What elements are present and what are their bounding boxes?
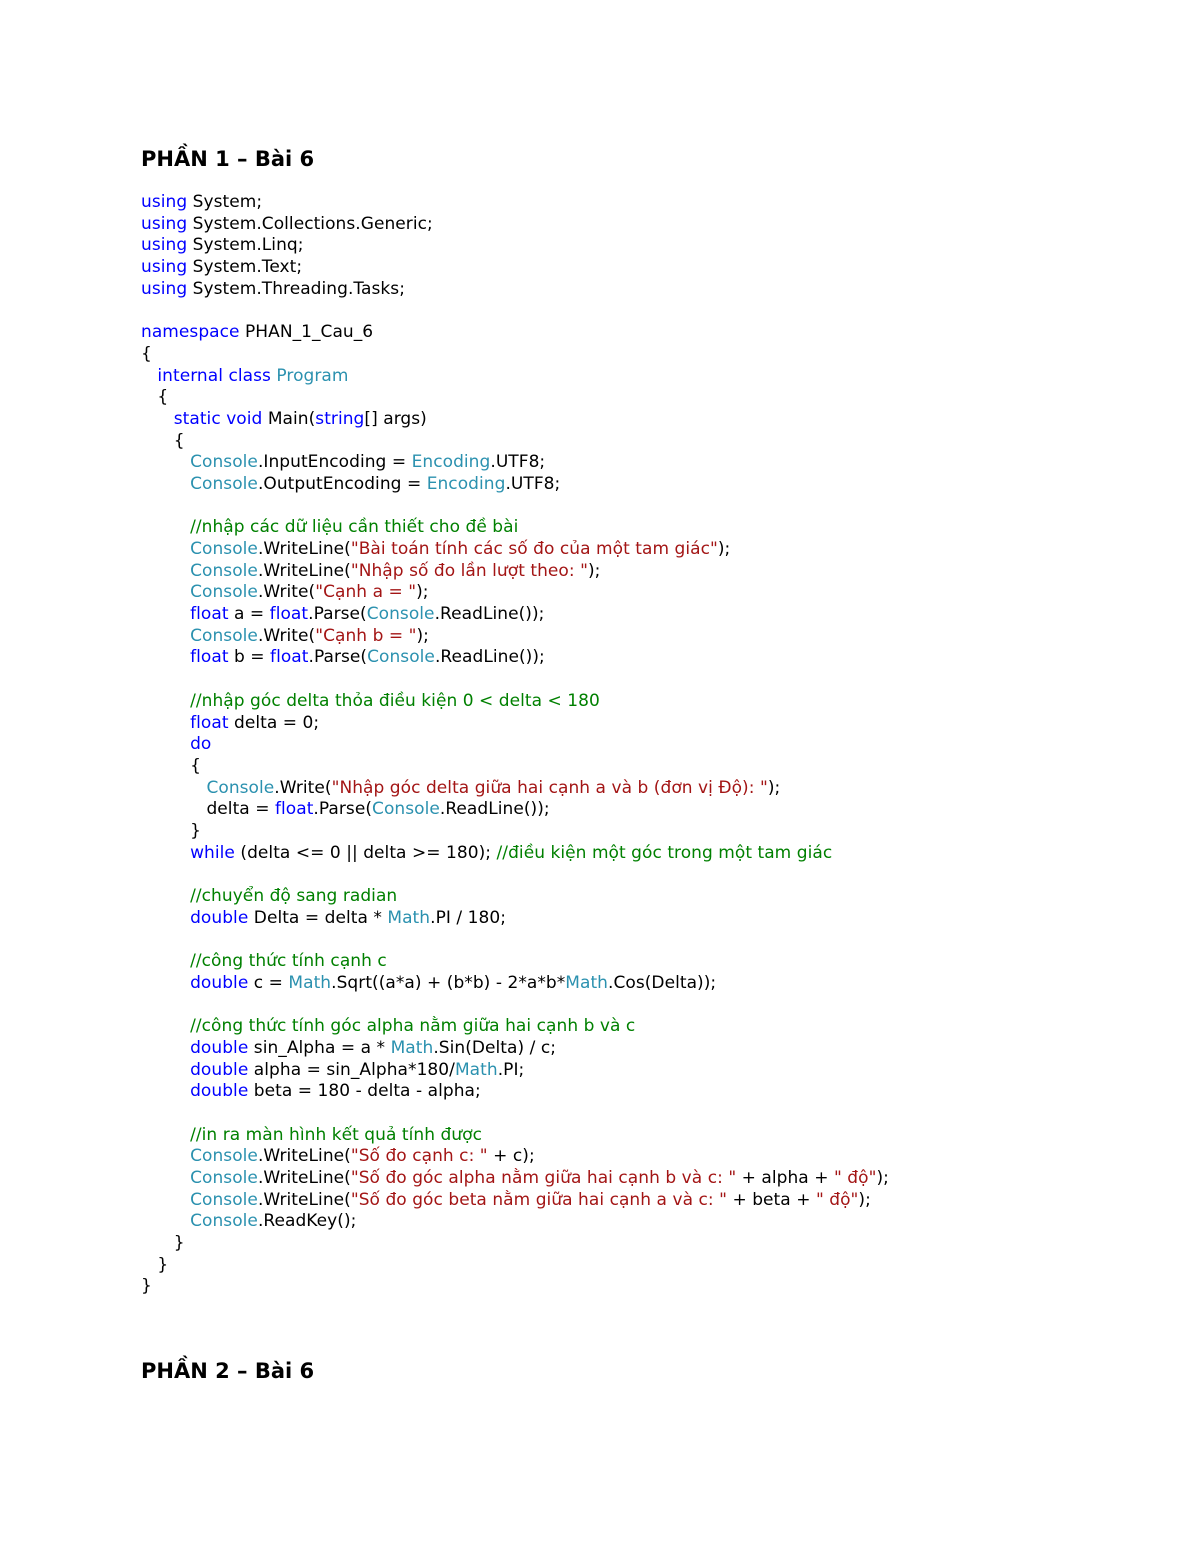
code-line (141, 1168, 889, 1190)
code-text: } (141, 820, 201, 841)
code-line (141, 691, 889, 713)
keyword: void (226, 408, 263, 429)
keyword: float (274, 799, 314, 820)
type-name: Console (190, 539, 258, 559)
type-name: Console (206, 777, 275, 798)
code-text: .WriteLine( (257, 1146, 351, 1167)
code-line (141, 973, 889, 995)
code-text (141, 691, 190, 711)
code-text: ); (717, 539, 731, 559)
code-text (141, 561, 190, 581)
code-text (141, 951, 190, 971)
code-text (141, 1190, 190, 1210)
string-literal: "Bài toán tính các số đo của một tam giác" (350, 539, 718, 559)
code-text (141, 604, 190, 624)
code-line (141, 821, 889, 843)
code-line (141, 1146, 889, 1168)
keyword: namespace (141, 322, 240, 343)
code-line (141, 1038, 889, 1060)
code-text: .WriteLine( (257, 560, 351, 581)
code-line (141, 257, 889, 279)
string-literal: "Nhập góc delta giữa hai cạnh a và b (đơn vị Độ): " (331, 777, 768, 798)
code-text (141, 734, 190, 754)
keyword: using (141, 213, 188, 234)
code-text (141, 452, 190, 472)
code-text (141, 582, 190, 602)
code-text (141, 626, 190, 646)
code-text: .Parse( (308, 647, 368, 668)
code-text: + alpha + (736, 1167, 834, 1188)
code-line (141, 235, 889, 257)
code-line (141, 713, 889, 735)
code-text: .Write( (274, 777, 332, 798)
comment: //nhập các dữ liệu cần thiết cho đề bài (190, 517, 519, 538)
code-text: .InputEncoding = (257, 452, 412, 473)
code-line (141, 626, 889, 648)
code-text: .PI / 180; (430, 907, 506, 928)
keyword: static (173, 408, 221, 429)
keyword: internal (157, 365, 224, 386)
code-text: .WriteLine( (257, 1189, 351, 1210)
code-line (141, 192, 889, 214)
code-line (141, 582, 889, 604)
type-name: Console (190, 452, 258, 473)
code-text (141, 1038, 190, 1058)
keyword: double (190, 1037, 249, 1058)
keyword: float (270, 647, 309, 668)
code-text: System.Linq; (187, 235, 304, 256)
code-block (141, 192, 889, 1298)
type-name: Math (387, 907, 431, 928)
keyword: class (228, 365, 271, 386)
type-name: Encoding (411, 452, 491, 473)
code-text: ); (767, 777, 781, 798)
string-literal: "Số đo góc alpha nằm giữa hai cạnh b và c: " (350, 1167, 737, 1188)
code-text: .Write( (257, 625, 316, 646)
code-line (141, 1125, 889, 1147)
keyword: using (141, 235, 188, 256)
code-text: .Cos(Delta)); (608, 972, 717, 993)
code-line (141, 344, 889, 366)
code-line (141, 1255, 889, 1277)
code-text: .ReadLine()); (434, 604, 545, 625)
type-name: Math (390, 1037, 434, 1058)
code-text: [] args) (364, 408, 427, 429)
keyword: float (269, 604, 309, 625)
code-text: .UTF8; (490, 452, 546, 473)
code-line (141, 843, 889, 865)
code-line (141, 409, 889, 431)
code-text: ); (876, 1167, 889, 1188)
string-literal: " độ" (833, 1167, 877, 1188)
code-text: sin_Alpha = a * (248, 1037, 391, 1058)
comment: //công thức tính góc alpha nằm giữa hai cạnh b và c (190, 1016, 636, 1037)
code-text: } (141, 1254, 169, 1275)
code-line (141, 994, 889, 1016)
code-text: System.Text; (187, 257, 303, 278)
keyword: double (190, 1081, 249, 1102)
code-text (141, 517, 190, 537)
code-text: .Parse( (308, 604, 367, 625)
code-text (141, 713, 190, 733)
type-name: Console (190, 1189, 258, 1210)
type-name: Console (190, 1167, 258, 1188)
type-name: Console (190, 625, 258, 646)
code-text (141, 1081, 190, 1101)
code-text: .WriteLine( (257, 1167, 351, 1188)
code-line (141, 1103, 889, 1125)
keyword: float (190, 712, 229, 733)
keyword: using (141, 192, 188, 212)
code-text (141, 1016, 190, 1036)
code-line (141, 1016, 889, 1038)
code-line (141, 1190, 889, 1212)
code-text: } (141, 1276, 152, 1297)
string-literal: "Số đo góc beta nằm giữa hai cạnh a và c: " (350, 1189, 727, 1210)
type-name: Math (565, 972, 609, 993)
code-line (141, 669, 889, 691)
code-text (141, 1146, 190, 1166)
code-line (141, 1211, 889, 1233)
code-text (141, 778, 206, 798)
code-line (141, 864, 889, 886)
code-text: delta = (141, 799, 275, 820)
code-line (141, 517, 889, 539)
type-name: Math (288, 972, 332, 993)
code-text: .Write( (257, 582, 316, 603)
type-name: Console (190, 1146, 258, 1167)
section-heading-part-1: PHẦN 1 – Bài 6 (141, 147, 315, 171)
code-line (141, 604, 889, 626)
keyword: using (141, 257, 188, 278)
code-line (141, 539, 889, 561)
code-text: PHAN_1_Cau_6 (239, 322, 374, 343)
code-text: .WriteLine( (257, 539, 351, 559)
code-text (141, 474, 190, 494)
code-line (141, 929, 889, 951)
code-text (141, 1168, 190, 1188)
code-line (141, 452, 889, 474)
code-line (141, 561, 889, 583)
code-text: Main( (262, 408, 316, 429)
code-line (141, 279, 889, 301)
code-text: + beta + (727, 1189, 816, 1210)
code-text: .ReadLine()); (434, 647, 545, 668)
keyword: while (190, 842, 235, 863)
code-text (141, 908, 190, 928)
code-text (141, 843, 190, 863)
code-text: System; (187, 192, 263, 212)
code-text: a = (228, 604, 270, 625)
code-text: + c); (487, 1146, 535, 1167)
code-line (141, 778, 889, 800)
code-line (141, 431, 889, 453)
type-name: Console (190, 560, 258, 581)
code-line (141, 300, 889, 322)
keyword: do (190, 734, 212, 755)
string-literal: "Nhập số đo lần lượt theo: " (350, 560, 588, 581)
type-name: Math (454, 1059, 498, 1080)
string-literal: "Cạnh a = " (315, 582, 417, 603)
type-name: Program (276, 365, 349, 386)
code-text: beta = 180 - delta - alpha; (248, 1081, 481, 1102)
keyword: string (315, 408, 365, 429)
code-text: } (141, 1233, 185, 1253)
type-name: Console (372, 799, 440, 820)
code-text: ); (416, 625, 429, 646)
keyword: double (190, 972, 249, 993)
code-line (141, 799, 889, 821)
code-text (141, 886, 190, 906)
code-text: (delta <= 0 || delta >= 180); (234, 842, 497, 863)
code-line (141, 474, 889, 496)
code-text: .Parse( (313, 799, 373, 820)
string-literal: "Số đo cạnh c: " (350, 1146, 488, 1167)
type-name: Console (190, 582, 258, 603)
code-line (141, 734, 889, 756)
code-line (141, 1233, 889, 1255)
code-line (141, 1276, 889, 1298)
code-text: ); (858, 1189, 871, 1210)
code-text (141, 409, 174, 429)
code-line (141, 647, 889, 669)
code-text (141, 1211, 190, 1231)
code-text (141, 1060, 190, 1080)
code-text (141, 647, 190, 667)
code-text: { (141, 387, 169, 408)
keyword: float (190, 647, 229, 668)
keyword: double (190, 1059, 249, 1080)
code-line (141, 1081, 889, 1103)
code-text: alpha = sin_Alpha*180/ (248, 1059, 455, 1080)
code-text (141, 539, 190, 559)
code-line (141, 908, 889, 930)
code-text: c = (248, 972, 289, 993)
keyword: double (190, 907, 249, 928)
code-text: { (141, 430, 185, 451)
code-text: { (141, 755, 201, 776)
code-line (141, 1060, 889, 1082)
code-text: ); (587, 560, 601, 581)
code-text: .Sin(Delta) / c; (433, 1037, 557, 1058)
code-line (141, 886, 889, 908)
code-text: { (141, 343, 152, 364)
code-line (141, 214, 889, 236)
code-text: .ReadKey(); (257, 1211, 357, 1232)
code-text: ); (416, 582, 429, 603)
code-line (141, 756, 889, 778)
section-heading-part-2: PHẦN 2 – Bài 6 (141, 1359, 315, 1383)
code-text (141, 1125, 190, 1145)
comment: //in ra màn hình kết quả tính được (190, 1124, 482, 1145)
code-line (141, 387, 889, 409)
code-line (141, 951, 889, 973)
code-text (141, 973, 190, 993)
type-name: Console (366, 604, 435, 625)
comment: //điều kiện một góc trong một tam giác (496, 842, 833, 863)
code-text: System.Collections.Generic; (187, 213, 433, 234)
code-text: delta = 0; (228, 712, 320, 733)
keyword: using (141, 278, 188, 299)
code-text: .Sqrt((a*a) + (b*b) - 2*a*b* (331, 972, 566, 993)
code-text: System.Threading.Tasks; (187, 278, 405, 299)
comment: //nhập góc delta thỏa điều kiện 0 < delta < 180 (190, 690, 600, 711)
comment: //chuyển độ sang radian (190, 886, 398, 906)
code-line (141, 322, 889, 344)
string-literal: " độ" (815, 1189, 859, 1210)
comment: //công thức tính cạnh c (190, 951, 387, 972)
code-line (141, 496, 889, 518)
type-name: Console (190, 473, 258, 494)
keyword: float (190, 604, 229, 625)
code-text: .OutputEncoding = (257, 473, 427, 494)
code-text: .ReadLine()); (439, 799, 550, 820)
type-name: Encoding (426, 473, 506, 494)
code-line (141, 366, 889, 388)
type-name: Console (190, 1211, 258, 1232)
code-text: b = (228, 647, 271, 668)
code-text (141, 366, 157, 386)
string-literal: "Cạnh b = " (315, 625, 417, 646)
type-name: Console (367, 647, 435, 668)
code-text: .PI; (497, 1059, 525, 1080)
code-text: Delta = delta * (248, 907, 388, 928)
code-text: .UTF8; (505, 473, 561, 494)
